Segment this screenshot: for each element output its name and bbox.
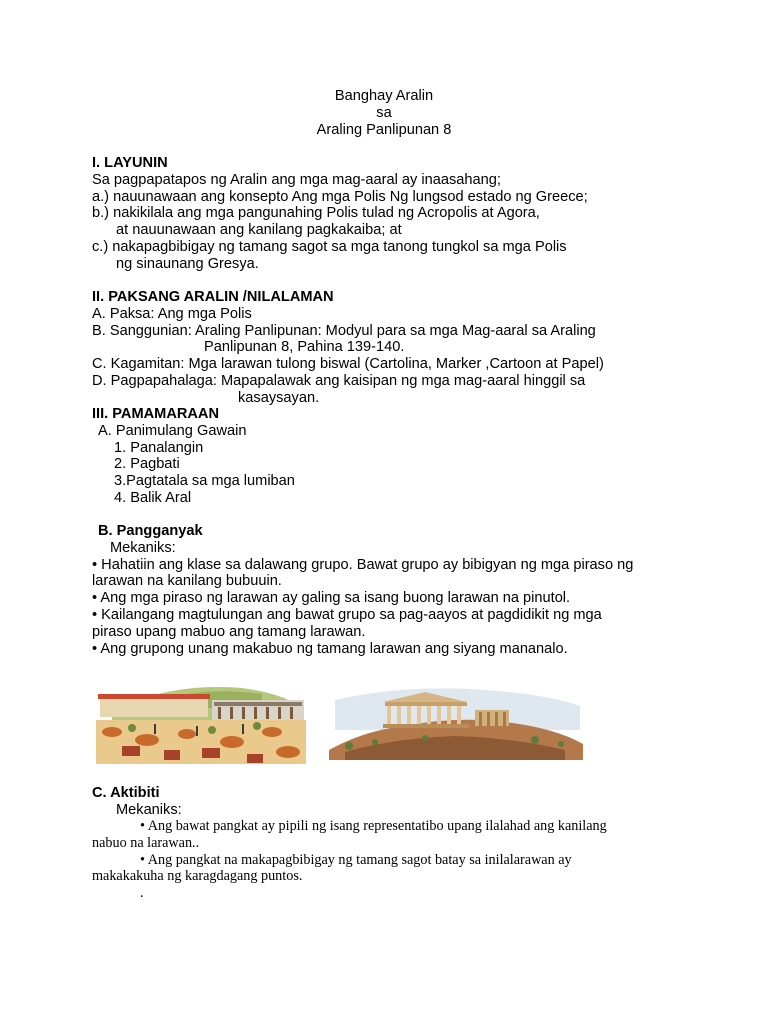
gawain-item: 3.Pagtatala sa mga lumiban bbox=[114, 473, 295, 490]
paksang-heading: II. PAKSANG ARALIN /NILALAMAN bbox=[92, 289, 334, 305]
pangganyak-mekaniks: Mekaniks: bbox=[110, 539, 176, 556]
aktibiti-bullet-1-cont: nabuo na larawan.. bbox=[92, 834, 200, 851]
pangganyak-bullet-2: • Ang mga piraso ng larawan ay galing sa isang buong larawan na pinutol. bbox=[92, 590, 571, 607]
doc-title-line3: Araling Panlipunan 8 bbox=[316, 122, 452, 138]
aktibiti-body bbox=[92, 818, 692, 902]
aktibiti-mekaniks: Mekaniks: bbox=[116, 801, 182, 818]
pangganyak-heading: B. Pangganyak bbox=[98, 523, 203, 539]
paksang-item-b: B. Sanggunian: Araling Panlipunan: Modyul para sa mga Mag-aaral sa Araling bbox=[92, 322, 596, 339]
section-aktibiti bbox=[92, 785, 692, 819]
pangganyak-bullet-3-cont: piraso upang mabuo ang tamang larawan. bbox=[92, 623, 366, 640]
section-paksang-aralin bbox=[92, 289, 692, 407]
layunin-item-b-cont: at nauunawaan ang kanilang pagkakaiba; at bbox=[116, 222, 402, 239]
aktibiti-heading: C. Aktibiti bbox=[92, 785, 160, 801]
aktibiti-bullet-2: • Ang pangkat na makapagbibigay ng tamang sagot batay sa inilalarawan ay bbox=[140, 851, 572, 868]
paksang-item-d-cont: kasaysayan. bbox=[238, 389, 320, 406]
layunin-heading: I. LAYUNIN bbox=[92, 155, 168, 171]
paksang-item-a: A. Paksa: Ang mga Polis bbox=[92, 305, 252, 322]
doc-title-line2: sa bbox=[376, 105, 392, 121]
aktibiti-trailing-dot: . bbox=[140, 885, 144, 902]
pamamaraan-heading: III. PAMAMARAAN bbox=[92, 406, 220, 422]
layunin-item-a: a.) nauunawaan ang konsepto Ang mga Polis Ng lungsod estado ng Greece; bbox=[92, 188, 588, 205]
acropolis-image bbox=[325, 680, 587, 766]
aktibiti-bullet-1: • Ang bawat pangkat ay pipili ng isang representatibo upang ilalahad ang kanilang bbox=[140, 818, 607, 834]
paksang-item-d: D. Pagpapahalaga: Mapapalawak ang kaisipan ng mga mag-aaral hinggil sa bbox=[92, 372, 586, 389]
agora-market-image bbox=[92, 680, 310, 770]
gawain-item: 4. Balik Aral bbox=[114, 489, 192, 506]
gawain-item: 2. Pagbati bbox=[114, 456, 180, 473]
doc-title-line1: Banghay Aralin bbox=[334, 88, 434, 104]
paksang-item-c: C. Kagamitan: Mga larawan tulong biswal (Cartolina, Marker ,Cartoon at Papel) bbox=[92, 356, 604, 373]
aktibiti-bullet-2-cont: makakakuha ng karagdagang puntos. bbox=[92, 868, 303, 885]
section-layunin bbox=[92, 155, 692, 273]
section-pangganyak bbox=[92, 523, 692, 657]
layunin-item-c-cont: ng sinaunang Gresya. bbox=[116, 255, 259, 272]
panimulang-gawain: A. Panimulang Gawain bbox=[98, 422, 247, 439]
layunin-item-c: c.) nakapagbibigay ng tamang sagot sa mga tanong tungkol sa mga Polis bbox=[92, 238, 567, 255]
layunin-item-b: b.) nakikilala ang mga pangunahing Polis tulad ng Acropolis at Agora, bbox=[92, 205, 540, 222]
layunin-intro: Sa pagpapatapos ng Aralin ang mga mag-aaral ay inaasahang; bbox=[92, 171, 501, 188]
section-pamamaraan bbox=[92, 406, 692, 507]
pangganyak-bullet-1: • Hahatiin ang klase sa dalawang grupo. Bawat grupo ay bibigyan ng mga piraso ng bbox=[92, 556, 634, 573]
pangganyak-bullet-1-cont: larawan na kanilang bubuuin. bbox=[92, 573, 282, 590]
gawain-item: 1. Panalangin bbox=[114, 439, 204, 456]
paksang-item-b-cont: Panlipunan 8, Pahina 139-140. bbox=[204, 339, 405, 356]
pangganyak-bullet-3: • Kailangang magtulungan ang bawat grupo sa pag-aayos at pagdidikit ng mga bbox=[92, 606, 602, 623]
pangganyak-bullet-4: • Ang grupong unang makabuo ng tamang larawan ang siyang mananalo. bbox=[92, 640, 568, 657]
